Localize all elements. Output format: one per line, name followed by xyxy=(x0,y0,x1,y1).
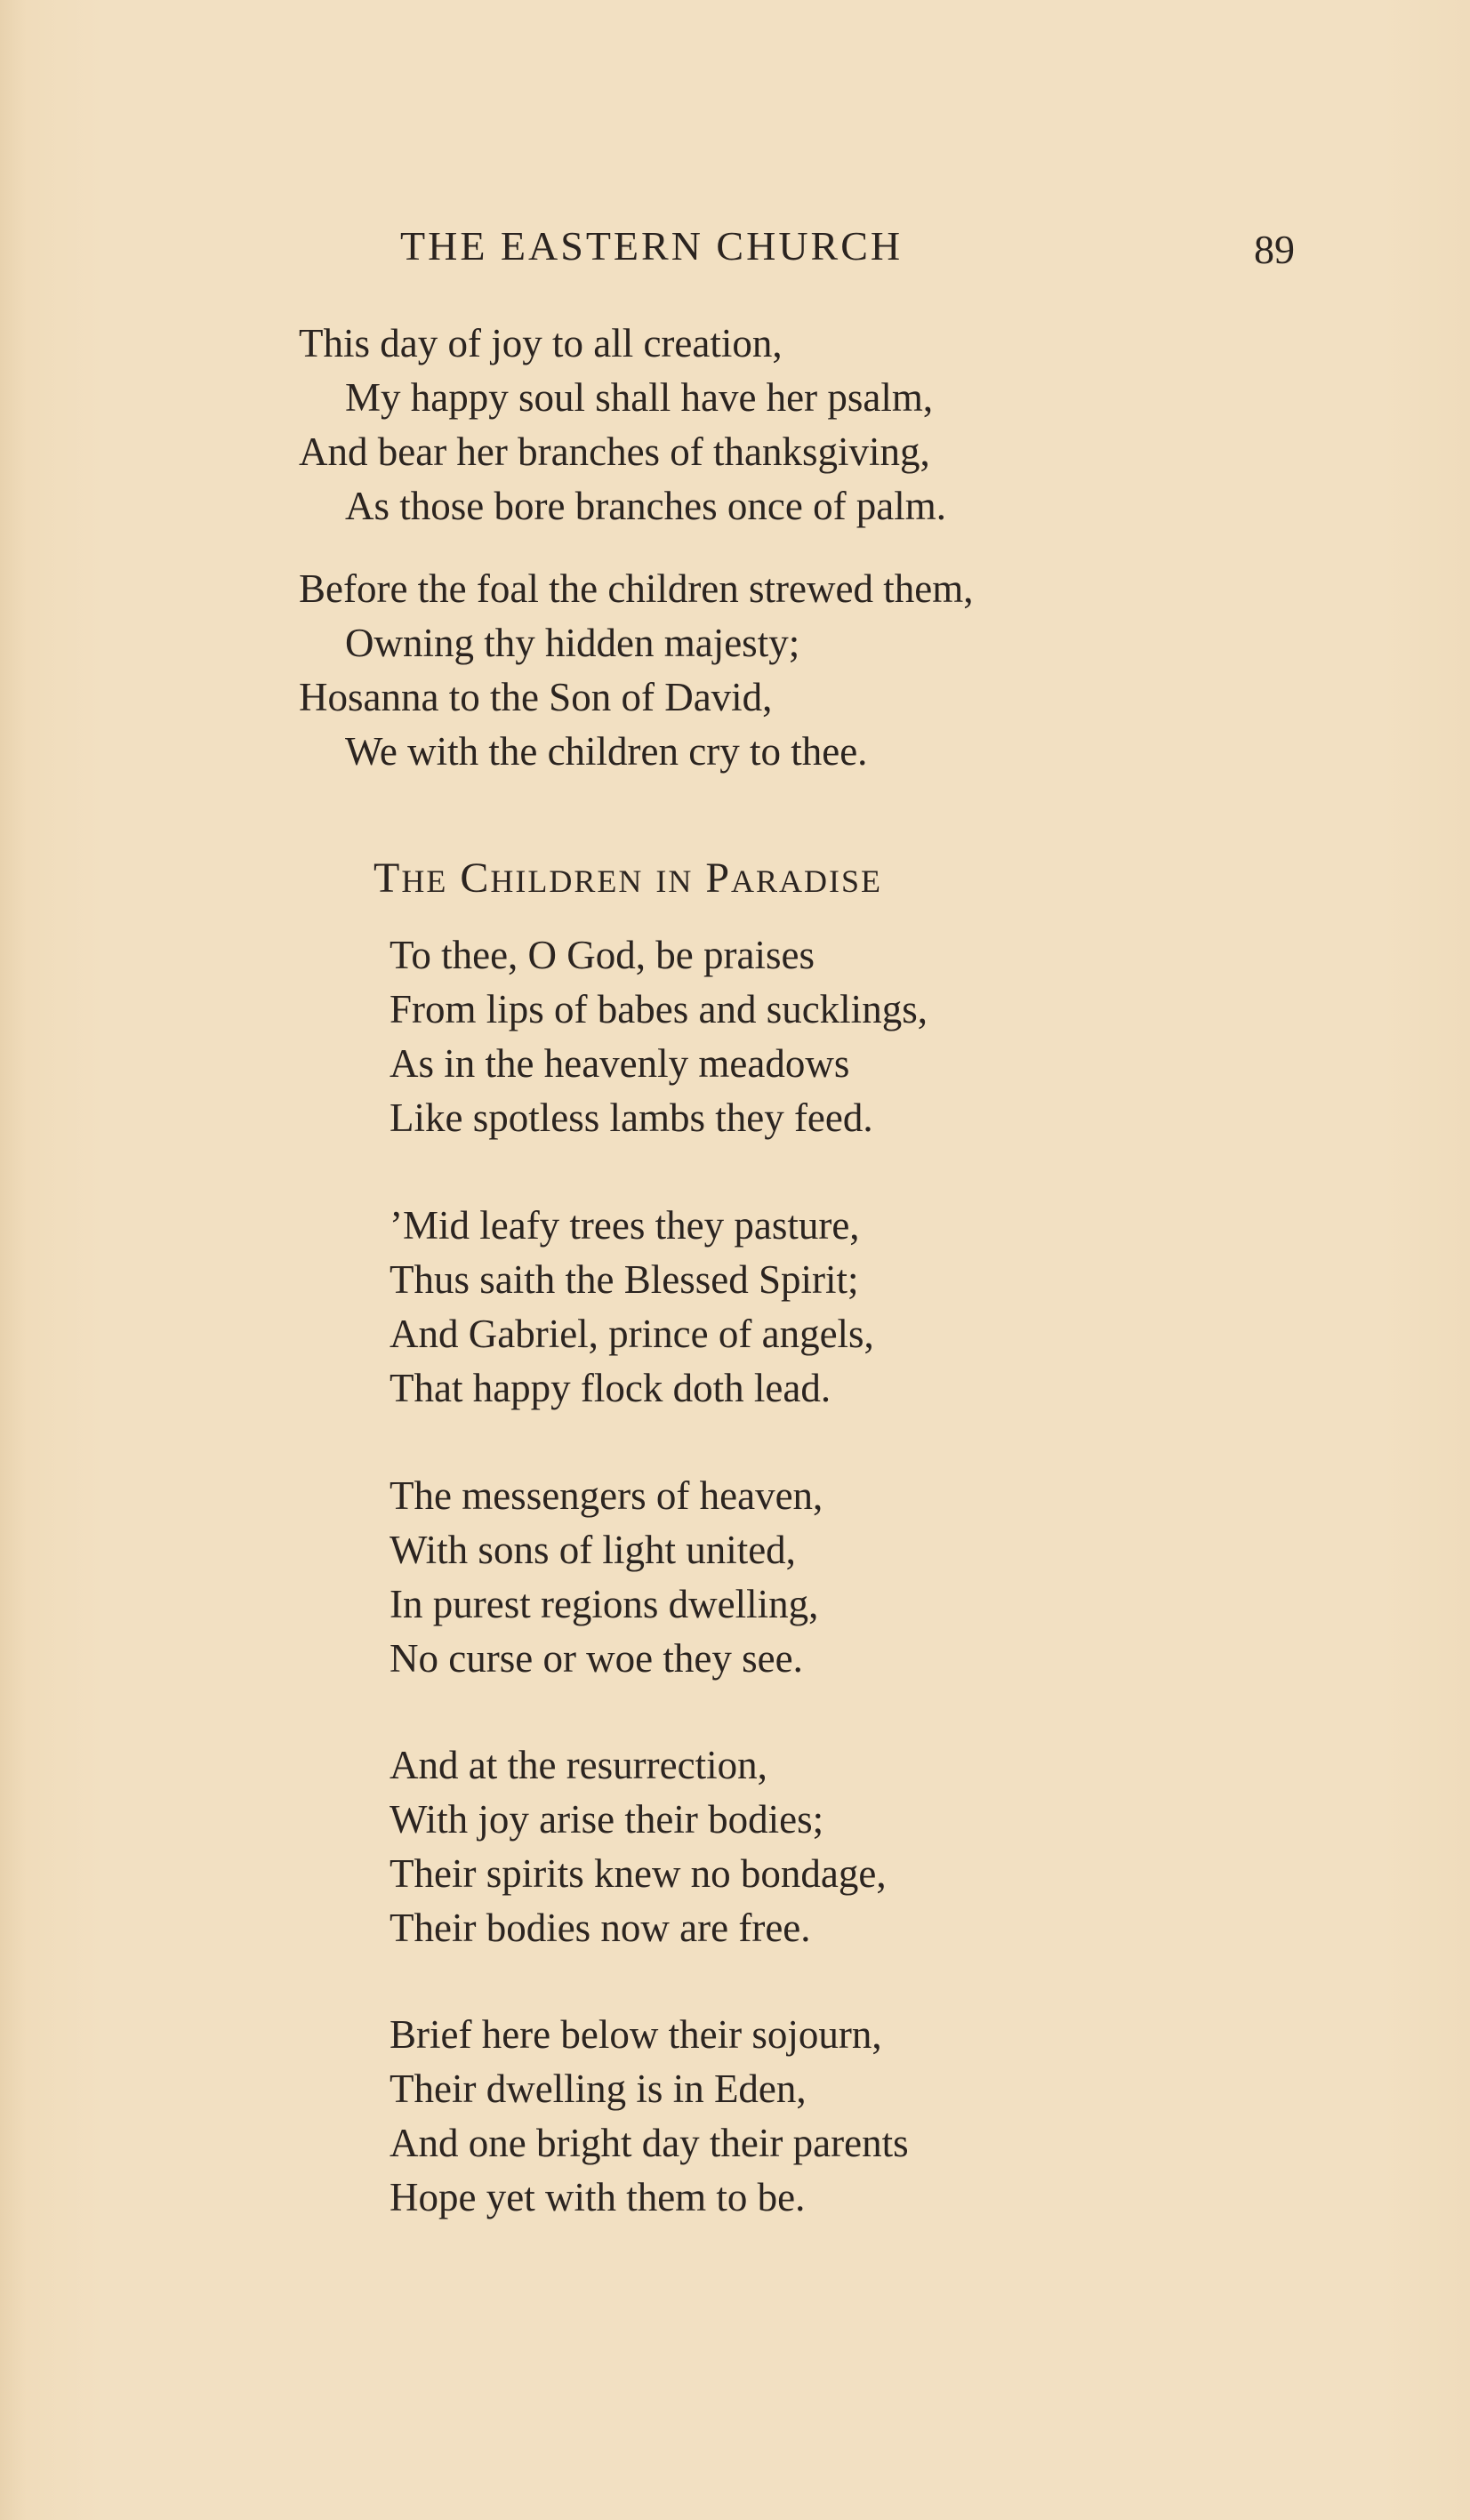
verse-line: With sons of light united, xyxy=(390,1528,796,1572)
verse-line: No curse or woe they see. xyxy=(390,1636,803,1681)
stanza-1 xyxy=(299,317,946,534)
verse-line: My happy soul shall have her psalm, xyxy=(345,375,934,420)
verse-line: Owning thy hidden majesty; xyxy=(345,621,800,665)
verse-line: Their dwelling is in Eden, xyxy=(390,2067,807,2111)
verse-line: With joy arise their bodies; xyxy=(390,1797,824,1842)
poem-title: THE CHILDREN IN PARADISE xyxy=(374,855,883,902)
verse-line: From lips of babes and sucklings, xyxy=(390,987,928,1031)
verse-line: Their bodies now are free. xyxy=(390,1906,811,1950)
stanza-7 xyxy=(390,2008,909,2225)
verse-line: Like spotless lambs they feed. xyxy=(390,1095,873,1140)
page-number: 89 xyxy=(1254,227,1295,272)
verse-line: And bear her branches of thanksgiving, xyxy=(299,429,930,474)
stanza-4 xyxy=(390,1199,874,1416)
verse-line: As in the heavenly meadows xyxy=(390,1041,850,1086)
verse-line: We with the children cry to thee. xyxy=(345,729,868,774)
verse-line: Brief here below their sojourn, xyxy=(390,2012,882,2057)
verse-line: In purest regions dwelling, xyxy=(390,1582,819,1626)
stanza-5 xyxy=(390,1469,823,1686)
verse-line: The messengers of heaven, xyxy=(390,1473,823,1518)
verse-line: Hope yet with them to be. xyxy=(390,2175,806,2219)
verse-line: That happy flock doth lead. xyxy=(390,1366,831,1410)
running-head xyxy=(0,222,1470,285)
verse-line: This day of joy to all creation, xyxy=(299,321,783,365)
running-title: THE EASTERN CHURCH xyxy=(400,223,904,269)
verse-line: And one bright day their parents xyxy=(390,2121,909,2165)
verse-line: As those bore branches once of palm. xyxy=(345,484,947,528)
stanza-2 xyxy=(299,562,973,779)
stanza-3 xyxy=(390,928,928,1145)
verse-line: Thus saith the Blessed Spirit; xyxy=(390,1257,859,1302)
verse-line: ’Mid leafy trees they pasture, xyxy=(390,1203,860,1248)
verse-line: Hosanna to the Son of David, xyxy=(299,675,773,719)
verse-line: And at the resurrection, xyxy=(390,1743,767,1787)
verse-line: Their spirits knew no bondage, xyxy=(390,1851,887,1896)
verse-line: And Gabriel, prince of angels, xyxy=(390,1312,874,1356)
verse-line: Before the foal the children strewed them, xyxy=(299,566,974,611)
stanza-6 xyxy=(390,1738,887,1955)
verse-line: To thee, O God, be praises xyxy=(390,933,815,977)
